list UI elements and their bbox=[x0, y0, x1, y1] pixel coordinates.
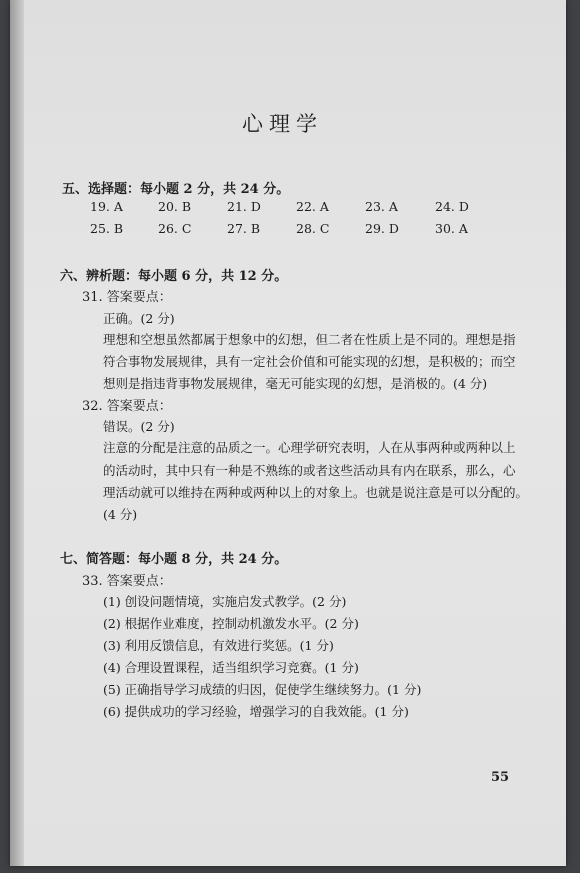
answer-21: 21. D bbox=[227, 199, 261, 214]
q33-item-4: (4) 合理设置课程，适当组织学习竞赛。(1 分) bbox=[103, 660, 359, 675]
page-number: 55 bbox=[491, 770, 510, 785]
q33-label: 33. 答案要点： bbox=[82, 574, 172, 589]
answer-30: 30. A bbox=[435, 221, 468, 236]
q33-item-5: (5) 正确指导学习成绩的归因，促使学生继续努力。(1 分) bbox=[103, 682, 422, 697]
answer-19: 19. A bbox=[90, 199, 123, 214]
answer-28: 28. C bbox=[296, 221, 330, 236]
answer-22: 22. A bbox=[296, 199, 329, 214]
section6-heading: 六、辨析题：每小题 6 分，共 12 分。 bbox=[60, 269, 288, 284]
section5-heading: 五、选择题：每小题 2 分，共 24 分。 bbox=[62, 182, 290, 197]
q33-item-1: (1) 创设问题情境，实施启发式教学。(2 分) bbox=[103, 594, 347, 609]
q32-verdict: 错误。(2 分) bbox=[103, 419, 175, 434]
answer-25: 25. B bbox=[90, 221, 124, 236]
document-page bbox=[10, 0, 566, 866]
answer-27: 27. B bbox=[227, 221, 261, 236]
q33-item-6: (6) 提供成功的学习经验，增强学习的自我效能。(1 分) bbox=[103, 704, 409, 719]
q31-line-2: 符合事物发展规律，具有一定社会价值和可能实现的幻想，是积极的；而空 bbox=[103, 354, 516, 369]
q31-label: 31. 答案要点： bbox=[82, 290, 172, 305]
q32-line-4: (4 分) bbox=[103, 507, 138, 522]
q33-item-2: (2) 根据作业难度，控制动机激发水平。(2 分) bbox=[103, 616, 359, 631]
answer-29: 29. D bbox=[365, 221, 399, 236]
answer-20: 20. B bbox=[158, 199, 192, 214]
q31-verdict: 正确。(2 分) bbox=[103, 311, 175, 326]
q31-line-3: 想则是指违背事物发展规律，毫无可能实现的幻想，是消极的。(4 分) bbox=[103, 376, 488, 391]
page-binding-edge bbox=[10, 0, 24, 866]
q31-line-1: 理想和空想虽然都属于想象中的幻想，但二者在性质上是不同的。理想是指 bbox=[103, 332, 516, 347]
q32-label: 32. 答案要点： bbox=[82, 399, 172, 414]
answer-23: 23. A bbox=[365, 199, 398, 214]
q32-line-1: 注意的分配是注意的品质之一。心理学研究表明，人在从事两种或两种以上 bbox=[103, 440, 516, 455]
q32-line-2: 的活动时，其中只有一种是不熟练的或者这些活动具有内在联系，那么，心 bbox=[103, 463, 516, 478]
answer-24: 24. D bbox=[435, 199, 469, 214]
answer-26: 26. C bbox=[158, 221, 192, 236]
page-title: 心理学 bbox=[242, 112, 323, 136]
q32-line-3: 理活动就可以维持在两种或两种以上的对象上。也就是说注意是可以分配的。 bbox=[103, 485, 529, 500]
q33-item-3: (3) 利用反馈信息，有效进行奖惩。(1 分) bbox=[103, 638, 334, 653]
section7-heading: 七、简答题：每小题 8 分，共 24 分。 bbox=[60, 552, 288, 567]
